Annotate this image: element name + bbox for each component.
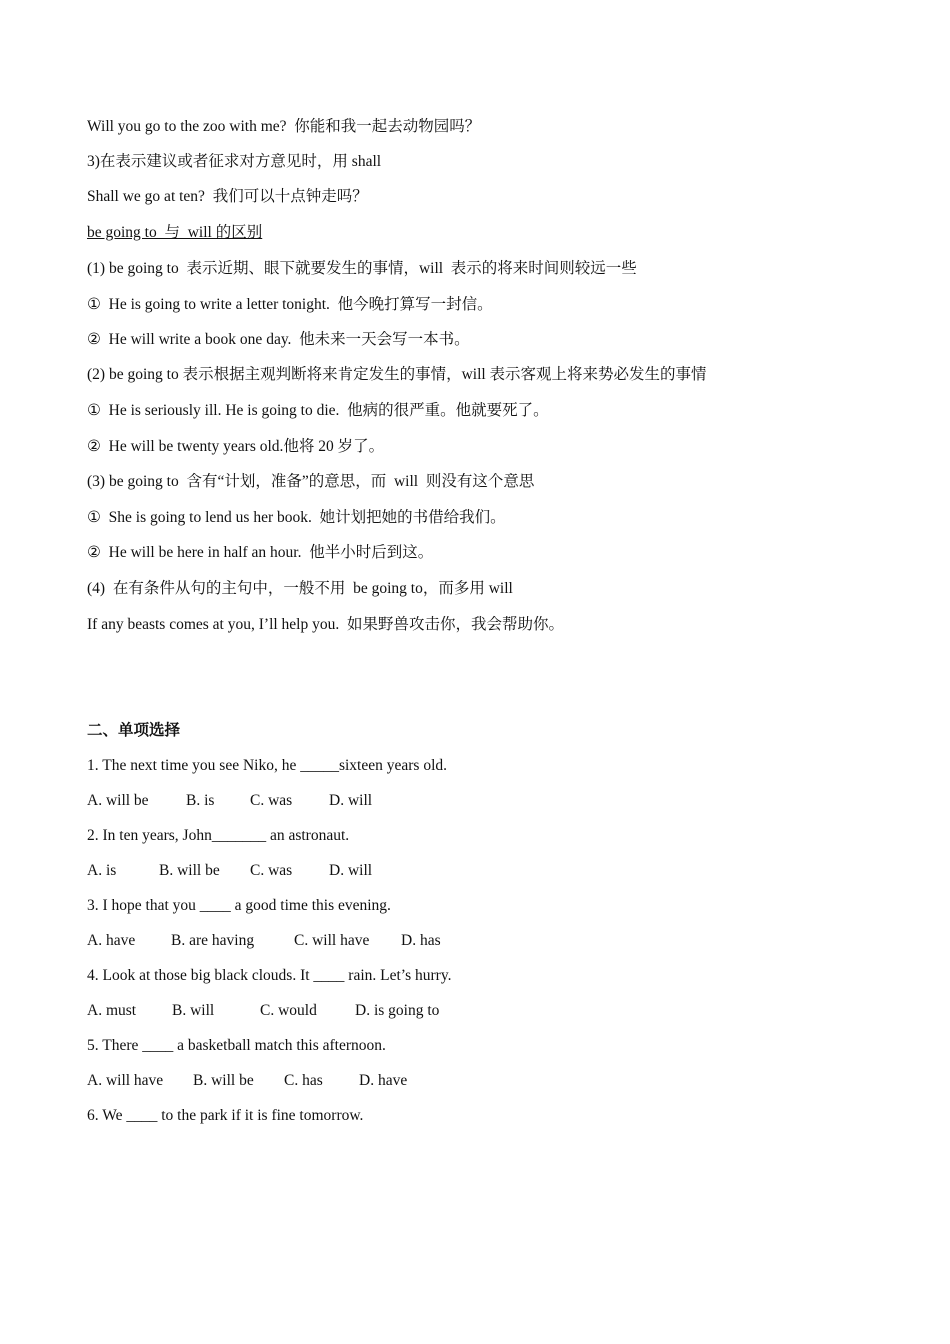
option-b: B. is (186, 792, 215, 809)
note-subheading: be going to 与 will 的区别 (87, 224, 263, 241)
question-stem: 1. The next time you see Niko, he _____sixteen years old. (87, 757, 448, 774)
option-d: D. will (329, 862, 373, 879)
option-d: D. have (359, 1072, 408, 1089)
note-line: 3)在表示建议或者征求对方意见时，用 shall (87, 153, 382, 170)
option-b: B. will (172, 1002, 215, 1019)
option-c: C. would (260, 1002, 317, 1019)
note-example: ② He will be twenty years old.他将 20 岁了。 (87, 438, 385, 455)
note-line: Will you go to the zoo with me? 你能和我一起去动物园吗？ (87, 118, 481, 135)
question-stem: 3. I hope that you ____ a good time this evening. (87, 897, 391, 914)
option-c: C. was (250, 862, 293, 879)
option-b: B. are having (171, 932, 255, 949)
option-a: A. will be (87, 792, 149, 809)
option-d: D. is going to (355, 1002, 440, 1019)
note-example: If any beasts comes at you, I’ll help you. 如果野兽攻击你，我会帮助你。 (87, 616, 564, 633)
question-stem: 6. We ____ to the park if it is fine tomorrow. (87, 1107, 364, 1124)
option-b: B. will be (159, 862, 220, 879)
option-a: A. have (87, 932, 136, 949)
option-a: A. must (87, 1002, 137, 1019)
question-stem: 2. In ten years, John_______ an astronaut. (87, 827, 350, 844)
note-example: ② He will write a book one day. 他未来一天会写一本书。 (87, 331, 470, 348)
question-stem: 5. There ____ a basketball match this afternoon. (87, 1037, 386, 1054)
option-d: D. will (329, 792, 373, 809)
option-c: C. will have (294, 932, 370, 949)
option-c: C. was (250, 792, 293, 809)
note-example: ② He will be here in half an hour. 他半小时后到这。 (87, 544, 434, 561)
note-example: ① He is seriously ill. He is going to die. 他病的很严重。他就要死了。 (87, 402, 549, 419)
option-c: C. has (284, 1072, 323, 1089)
note-line: (1) be going to 表示近期、眼下就要发生的事情，will 表示的将来时间则较远一些 (87, 260, 637, 277)
option-b: B. will be (193, 1072, 254, 1089)
option-a: A. will have (87, 1072, 164, 1089)
note-line: (3) be going to 含有“计划，准备”的意思，而 will 则没有这个意思 (87, 473, 535, 490)
note-line: (4) 在有条件从句的主句中，一般不用 be going to，而多用 will (87, 580, 513, 597)
option-a: A. is (87, 862, 117, 879)
note-line: (2) be going to 表示根据主观判断将来肯定发生的事情，will 表示客观上将来势必发生的事情 (87, 366, 707, 383)
note-example: ① She is going to lend us her book. 她计划把她的书借给我们。 (87, 509, 506, 526)
section-title: 二、单项选择 (87, 722, 181, 739)
note-example: ① He is going to write a letter tonight. 他今晚打算写一封信。 (87, 296, 493, 313)
option-d: D. has (401, 932, 441, 949)
question-stem: 4. Look at those big black clouds. It ____ rain. Let’s hurry. (87, 967, 452, 984)
note-line: Shall we go at ten? 我们可以十点钟走吗？ (87, 188, 368, 205)
